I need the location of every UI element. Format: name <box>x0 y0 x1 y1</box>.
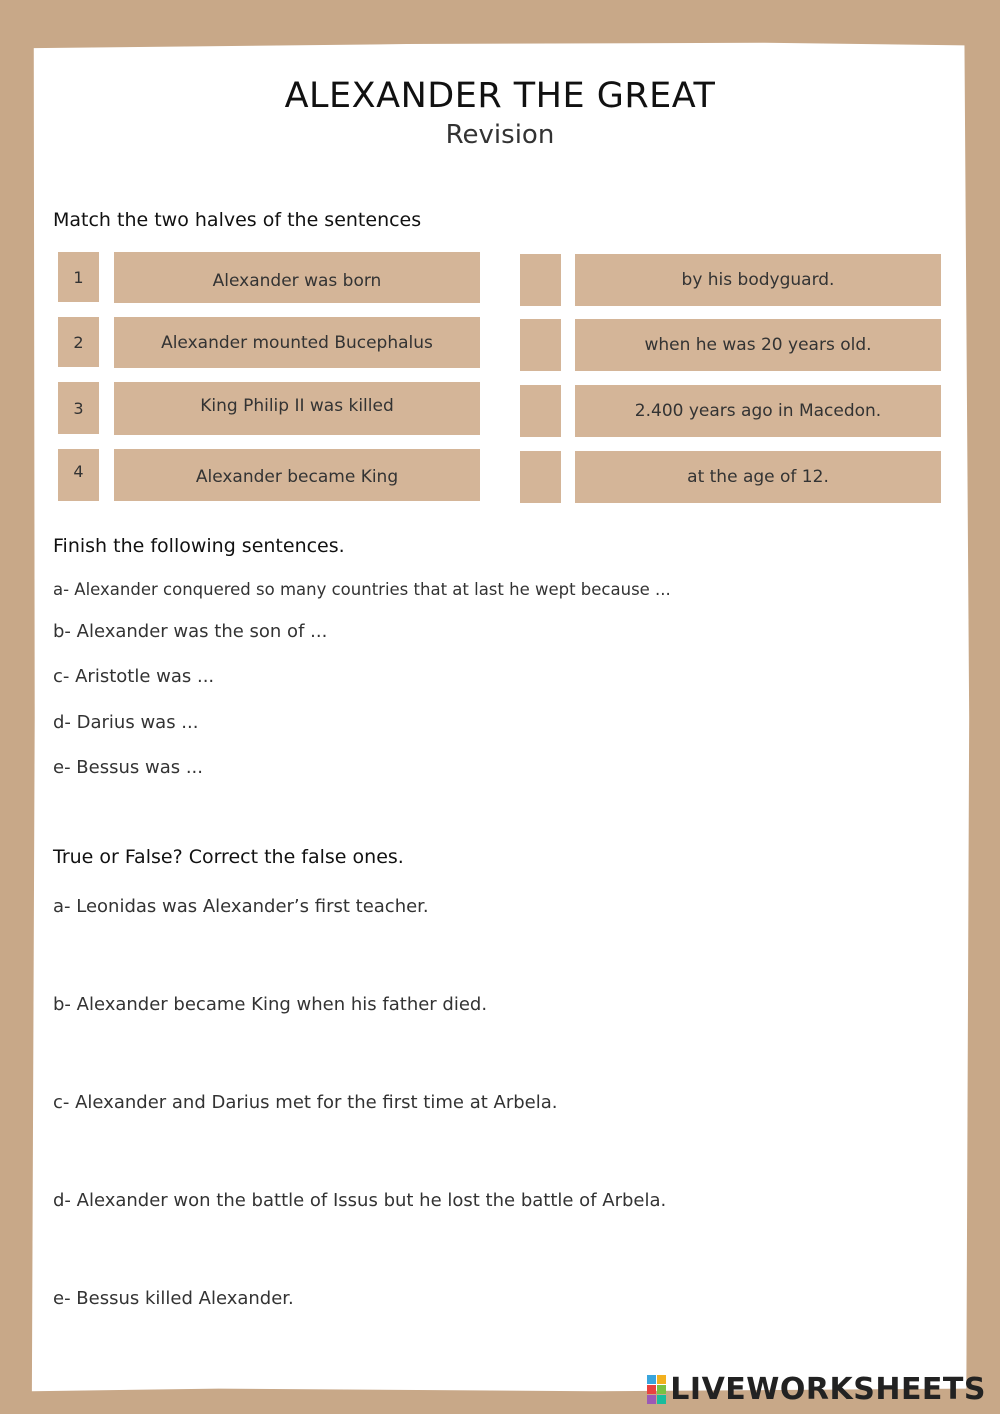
page-title: ALEXANDER THE GREAT <box>284 76 716 116</box>
match-left-item-4[interactable]: Alexander became King <box>114 449 480 501</box>
match-number-1: 1 <box>58 252 99 302</box>
match-answer-input-1[interactable] <box>520 254 561 306</box>
page-subtitle: Revision <box>445 120 555 150</box>
match-answer-input-2[interactable] <box>520 319 561 371</box>
logo-tile <box>657 1385 666 1394</box>
matching-heading: Match the two halves of the sentences <box>53 209 422 231</box>
match-right-item-4[interactable]: at the age of 12. <box>575 451 941 503</box>
finish-heading: Finish the following sentences. <box>53 535 345 557</box>
match-right-item-2[interactable]: when he was 20 years old. <box>575 319 941 371</box>
truefalse-item-b: b- Alexander became King when his father died. <box>53 994 488 1015</box>
finish-item-e: e- Bessus was ... <box>53 757 203 778</box>
liveworksheets-watermark <box>647 1372 986 1406</box>
truefalse-heading: True or False? Correct the false ones. <box>53 846 404 868</box>
match-answer-input-3[interactable] <box>520 385 561 437</box>
logo-tile <box>647 1385 656 1394</box>
match-number-2: 2 <box>58 317 99 367</box>
match-number-4: 4 <box>58 449 99 501</box>
match-left-item-2[interactable]: Alexander mounted Bucephalus <box>114 317 480 368</box>
match-answer-input-4[interactable] <box>520 451 561 503</box>
finish-item-a: a- Alexander conquered so many countries that at last he wept because ... <box>53 580 671 599</box>
truefalse-item-a: a- Leonidas was Alexander’s first teacher. <box>53 896 429 917</box>
finish-item-b: b- Alexander was the son of ... <box>53 621 328 642</box>
finish-item-d: d- Darius was ... <box>53 712 199 733</box>
logo-tile <box>657 1395 666 1404</box>
truefalse-item-c: c- Alexander and Darius met for the first time at Arbela. <box>53 1092 558 1113</box>
match-left-item-1[interactable]: Alexander was born <box>114 252 480 303</box>
match-number-3: 3 <box>58 382 99 434</box>
logo-tile <box>657 1375 666 1384</box>
match-left-item-3[interactable]: King Philip II was killed <box>114 382 480 435</box>
match-right-item-1[interactable]: by his bodyguard. <box>575 254 941 306</box>
finish-item-c: c- Aristotle was ... <box>53 666 215 687</box>
match-right-item-3[interactable]: 2.400 years ago in Macedon. <box>575 385 941 437</box>
logo-tile <box>647 1395 656 1404</box>
truefalse-item-d: d- Alexander won the battle of Issus but he lost the battle of Arbela. <box>53 1190 667 1211</box>
truefalse-item-e: e- Bessus killed Alexander. <box>53 1288 294 1309</box>
watermark-text: LIVEWORKSHEETS <box>670 1371 986 1407</box>
logo-tile <box>647 1375 656 1384</box>
liveworksheets-logo-icon <box>647 1375 666 1404</box>
